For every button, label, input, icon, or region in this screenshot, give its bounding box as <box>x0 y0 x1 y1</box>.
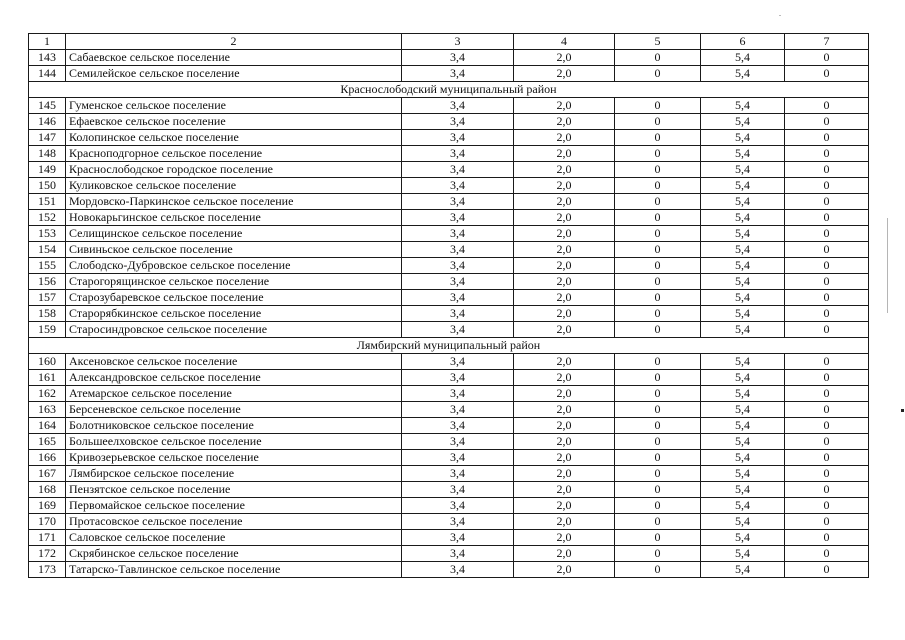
value-col-5: 0 <box>615 354 701 370</box>
value-col-7: 0 <box>785 498 869 514</box>
value-col-7: 0 <box>785 306 869 322</box>
value-col-7: 0 <box>785 530 869 546</box>
table-row <box>29 130 869 146</box>
row-number: 147 <box>29 130 66 146</box>
value-col-6: 5,4 <box>701 562 785 578</box>
value-col-3: 3,4 <box>402 290 514 306</box>
value-col-3: 3,4 <box>402 114 514 130</box>
row-number: 154 <box>29 242 66 258</box>
table-row <box>29 194 869 210</box>
value-col-5: 0 <box>615 514 701 530</box>
value-col-6: 5,4 <box>701 498 785 514</box>
value-col-6: 5,4 <box>701 434 785 450</box>
table-row <box>29 466 869 482</box>
table-row <box>29 274 869 290</box>
value-col-6: 5,4 <box>701 130 785 146</box>
value-col-3: 3,4 <box>402 258 514 274</box>
district-title: Лямбирский муниципальный район <box>29 338 869 354</box>
value-col-3: 3,4 <box>402 162 514 178</box>
value-col-3: 3,4 <box>402 50 514 66</box>
value-col-3: 3,4 <box>402 178 514 194</box>
value-col-5: 0 <box>615 98 701 114</box>
row-number: 152 <box>29 210 66 226</box>
settlement-name: Протасовское сельское поселение <box>66 514 402 530</box>
header-cell: 6 <box>701 34 785 50</box>
header-cell: 2 <box>66 34 402 50</box>
row-number: 149 <box>29 162 66 178</box>
value-col-3: 3,4 <box>402 418 514 434</box>
table-row <box>29 482 869 498</box>
table-row <box>29 530 869 546</box>
settlement-name: Сабаевское сельское поселение <box>66 50 402 66</box>
row-number: 159 <box>29 322 66 338</box>
value-col-5: 0 <box>615 306 701 322</box>
value-col-3: 3,4 <box>402 450 514 466</box>
value-col-7: 0 <box>785 434 869 450</box>
value-col-4: 2,0 <box>514 178 615 194</box>
value-col-4: 2,0 <box>514 50 615 66</box>
value-col-3: 3,4 <box>402 146 514 162</box>
table-row <box>29 434 869 450</box>
row-number: 160 <box>29 354 66 370</box>
settlement-name: Татарско-Тавлинское сельское поселение <box>66 562 402 578</box>
value-col-7: 0 <box>785 466 869 482</box>
value-col-4: 2,0 <box>514 482 615 498</box>
row-number: 144 <box>29 66 66 82</box>
value-col-3: 3,4 <box>402 306 514 322</box>
table-row <box>29 258 869 274</box>
settlement-name: Слободско-Дубровское сельское поселение <box>66 258 402 274</box>
value-col-7: 0 <box>785 386 869 402</box>
value-col-4: 2,0 <box>514 386 615 402</box>
value-col-3: 3,4 <box>402 386 514 402</box>
table-row <box>29 114 869 130</box>
value-col-4: 2,0 <box>514 466 615 482</box>
value-col-4: 2,0 <box>514 546 615 562</box>
value-col-7: 0 <box>785 258 869 274</box>
value-col-5: 0 <box>615 482 701 498</box>
value-col-5: 0 <box>615 274 701 290</box>
value-col-6: 5,4 <box>701 354 785 370</box>
table-row <box>29 514 869 530</box>
value-col-4: 2,0 <box>514 242 615 258</box>
value-col-7: 0 <box>785 546 869 562</box>
value-col-3: 3,4 <box>402 482 514 498</box>
value-col-3: 3,4 <box>402 98 514 114</box>
table-row <box>29 178 869 194</box>
settlement-name: Краснослободское городское поселение <box>66 162 402 178</box>
value-col-3: 3,4 <box>402 466 514 482</box>
value-col-5: 0 <box>615 242 701 258</box>
settlement-name: Семилейское сельское поселение <box>66 66 402 82</box>
settlement-name: Новокарьгинское сельское поселение <box>66 210 402 226</box>
value-col-4: 2,0 <box>514 226 615 242</box>
row-number: 146 <box>29 114 66 130</box>
value-col-6: 5,4 <box>701 274 785 290</box>
row-number: 168 <box>29 482 66 498</box>
settlement-name: Куликовское сельское поселение <box>66 178 402 194</box>
value-col-4: 2,0 <box>514 194 615 210</box>
row-number: 155 <box>29 258 66 274</box>
value-col-6: 5,4 <box>701 466 785 482</box>
value-col-5: 0 <box>615 290 701 306</box>
row-number: 165 <box>29 434 66 450</box>
table-body <box>29 50 869 578</box>
row-number: 143 <box>29 50 66 66</box>
value-col-4: 2,0 <box>514 514 615 530</box>
value-col-6: 5,4 <box>701 530 785 546</box>
settlement-name: Скрябинское сельское поселение <box>66 546 402 562</box>
value-col-4: 2,0 <box>514 530 615 546</box>
row-number: 164 <box>29 418 66 434</box>
value-col-6: 5,4 <box>701 370 785 386</box>
value-col-3: 3,4 <box>402 242 514 258</box>
value-col-3: 3,4 <box>402 354 514 370</box>
settlements-table <box>28 33 869 578</box>
table-row <box>29 402 869 418</box>
district-header-row <box>29 82 869 98</box>
value-col-3: 3,4 <box>402 194 514 210</box>
value-col-4: 2,0 <box>514 370 615 386</box>
value-col-5: 0 <box>615 418 701 434</box>
table-row <box>29 546 869 562</box>
value-col-5: 0 <box>615 434 701 450</box>
value-col-4: 2,0 <box>514 434 615 450</box>
value-col-6: 5,4 <box>701 546 785 562</box>
value-col-6: 5,4 <box>701 418 785 434</box>
value-col-4: 2,0 <box>514 354 615 370</box>
row-number: 145 <box>29 98 66 114</box>
row-number: 167 <box>29 466 66 482</box>
table-row <box>29 242 869 258</box>
value-col-5: 0 <box>615 386 701 402</box>
settlement-name: Колопинское сельское поселение <box>66 130 402 146</box>
value-col-6: 5,4 <box>701 258 785 274</box>
value-col-6: 5,4 <box>701 290 785 306</box>
district-title: Краснослободский муниципальный район <box>29 82 869 98</box>
value-col-7: 0 <box>785 66 869 82</box>
value-col-6: 5,4 <box>701 162 785 178</box>
table-header-row <box>29 34 869 50</box>
value-col-5: 0 <box>615 370 701 386</box>
table-row <box>29 322 869 338</box>
value-col-5: 0 <box>615 210 701 226</box>
value-col-6: 5,4 <box>701 482 785 498</box>
value-col-7: 0 <box>785 130 869 146</box>
value-col-5: 0 <box>615 114 701 130</box>
value-col-6: 5,4 <box>701 178 785 194</box>
value-col-7: 0 <box>785 514 869 530</box>
row-number: 172 <box>29 546 66 562</box>
value-col-4: 2,0 <box>514 498 615 514</box>
value-col-4: 2,0 <box>514 258 615 274</box>
value-col-4: 2,0 <box>514 562 615 578</box>
table-row <box>29 418 869 434</box>
row-number: 170 <box>29 514 66 530</box>
settlement-name: Старосиндровское сельское поселение <box>66 322 402 338</box>
value-col-4: 2,0 <box>514 450 615 466</box>
table-row <box>29 210 869 226</box>
value-col-3: 3,4 <box>402 274 514 290</box>
value-col-5: 0 <box>615 226 701 242</box>
value-col-6: 5,4 <box>701 226 785 242</box>
value-col-7: 0 <box>785 322 869 338</box>
value-col-5: 0 <box>615 322 701 338</box>
value-col-5: 0 <box>615 562 701 578</box>
value-col-6: 5,4 <box>701 50 785 66</box>
value-col-7: 0 <box>785 274 869 290</box>
table-row <box>29 66 869 82</box>
row-number: 162 <box>29 386 66 402</box>
settlement-name: Саловское сельское поселение <box>66 530 402 546</box>
value-col-7: 0 <box>785 354 869 370</box>
value-col-7: 0 <box>785 162 869 178</box>
value-col-4: 2,0 <box>514 162 615 178</box>
value-col-6: 5,4 <box>701 514 785 530</box>
value-col-4: 2,0 <box>514 66 615 82</box>
value-col-4: 2,0 <box>514 306 615 322</box>
value-col-3: 3,4 <box>402 546 514 562</box>
value-col-7: 0 <box>785 242 869 258</box>
value-col-7: 0 <box>785 418 869 434</box>
table-row <box>29 146 869 162</box>
scan-edge-line <box>887 218 888 313</box>
value-col-3: 3,4 <box>402 402 514 418</box>
value-col-5: 0 <box>615 130 701 146</box>
value-col-4: 2,0 <box>514 210 615 226</box>
value-col-6: 5,4 <box>701 242 785 258</box>
scan-speck <box>779 15 781 16</box>
value-col-7: 0 <box>785 482 869 498</box>
header-cell: 3 <box>402 34 514 50</box>
scan-dot <box>901 409 904 412</box>
value-col-5: 0 <box>615 530 701 546</box>
table-row <box>29 354 869 370</box>
header-cell: 4 <box>514 34 615 50</box>
value-col-6: 5,4 <box>701 114 785 130</box>
value-col-7: 0 <box>785 226 869 242</box>
value-col-5: 0 <box>615 194 701 210</box>
table-row <box>29 50 869 66</box>
table-row <box>29 306 869 322</box>
settlement-name: Большеелховское сельское поселение <box>66 434 402 450</box>
row-number: 148 <box>29 146 66 162</box>
row-number: 151 <box>29 194 66 210</box>
settlement-name: Берсеневское сельское поселение <box>66 402 402 418</box>
value-col-5: 0 <box>615 146 701 162</box>
value-col-5: 0 <box>615 498 701 514</box>
value-col-6: 5,4 <box>701 194 785 210</box>
value-col-4: 2,0 <box>514 402 615 418</box>
value-col-7: 0 <box>785 50 869 66</box>
value-col-7: 0 <box>785 114 869 130</box>
value-col-3: 3,4 <box>402 370 514 386</box>
value-col-4: 2,0 <box>514 130 615 146</box>
settlement-name: Гуменское сельское поселение <box>66 98 402 114</box>
value-col-6: 5,4 <box>701 66 785 82</box>
value-col-3: 3,4 <box>402 130 514 146</box>
value-col-6: 5,4 <box>701 210 785 226</box>
settlement-name: Селищинское сельское поселение <box>66 226 402 242</box>
value-col-5: 0 <box>615 178 701 194</box>
row-number: 173 <box>29 562 66 578</box>
value-col-7: 0 <box>785 290 869 306</box>
row-number: 153 <box>29 226 66 242</box>
value-col-6: 5,4 <box>701 306 785 322</box>
settlement-name: Красноподгорное сельское поселение <box>66 146 402 162</box>
value-col-5: 0 <box>615 66 701 82</box>
settlement-name: Старорябкинское сельское поселение <box>66 306 402 322</box>
row-number: 166 <box>29 450 66 466</box>
value-col-3: 3,4 <box>402 562 514 578</box>
value-col-3: 3,4 <box>402 434 514 450</box>
value-col-3: 3,4 <box>402 514 514 530</box>
table-row <box>29 386 869 402</box>
value-col-4: 2,0 <box>514 98 615 114</box>
value-col-4: 2,0 <box>514 322 615 338</box>
header-cell: 7 <box>785 34 869 50</box>
row-number: 161 <box>29 370 66 386</box>
value-col-3: 3,4 <box>402 498 514 514</box>
value-col-5: 0 <box>615 466 701 482</box>
value-col-4: 2,0 <box>514 146 615 162</box>
table-row <box>29 290 869 306</box>
value-col-5: 0 <box>615 162 701 178</box>
table-row <box>29 562 869 578</box>
row-number: 156 <box>29 274 66 290</box>
value-col-7: 0 <box>785 370 869 386</box>
settlement-name: Атемарское сельское поселение <box>66 386 402 402</box>
value-col-4: 2,0 <box>514 274 615 290</box>
table-row <box>29 98 869 114</box>
value-col-6: 5,4 <box>701 450 785 466</box>
value-col-7: 0 <box>785 194 869 210</box>
value-col-6: 5,4 <box>701 386 785 402</box>
table-row <box>29 498 869 514</box>
value-col-5: 0 <box>615 546 701 562</box>
row-number: 163 <box>29 402 66 418</box>
row-number: 169 <box>29 498 66 514</box>
value-col-3: 3,4 <box>402 210 514 226</box>
settlement-name: Ефаевское сельское поселение <box>66 114 402 130</box>
value-col-5: 0 <box>615 50 701 66</box>
value-col-3: 3,4 <box>402 322 514 338</box>
settlement-name: Сивиньское сельское поселение <box>66 242 402 258</box>
row-number: 157 <box>29 290 66 306</box>
settlement-name: Первомайское сельское поселение <box>66 498 402 514</box>
header-cell: 1 <box>29 34 66 50</box>
value-col-6: 5,4 <box>701 98 785 114</box>
value-col-5: 0 <box>615 450 701 466</box>
value-col-6: 5,4 <box>701 146 785 162</box>
settlement-name: Мордовско-Паркинское сельское поселение <box>66 194 402 210</box>
value-col-3: 3,4 <box>402 226 514 242</box>
settlement-name: Лямбирское сельское поселение <box>66 466 402 482</box>
value-col-6: 5,4 <box>701 322 785 338</box>
value-col-7: 0 <box>785 146 869 162</box>
row-number: 171 <box>29 530 66 546</box>
row-number: 158 <box>29 306 66 322</box>
value-col-5: 0 <box>615 402 701 418</box>
value-col-3: 3,4 <box>402 530 514 546</box>
row-number: 150 <box>29 178 66 194</box>
table-row <box>29 162 869 178</box>
value-col-7: 0 <box>785 562 869 578</box>
district-header-row <box>29 338 869 354</box>
value-col-7: 0 <box>785 450 869 466</box>
value-col-4: 2,0 <box>514 418 615 434</box>
header-cell: 5 <box>615 34 701 50</box>
value-col-4: 2,0 <box>514 114 615 130</box>
value-col-3: 3,4 <box>402 66 514 82</box>
settlement-name: Аксеновское сельское поселение <box>66 354 402 370</box>
settlement-name: Александровское сельское поселение <box>66 370 402 386</box>
settlement-name: Старозубаревское сельское поселение <box>66 290 402 306</box>
value-col-7: 0 <box>785 210 869 226</box>
table-row <box>29 370 869 386</box>
value-col-5: 0 <box>615 258 701 274</box>
settlement-name: Болотниковское сельское поселение <box>66 418 402 434</box>
value-col-4: 2,0 <box>514 290 615 306</box>
value-col-6: 5,4 <box>701 402 785 418</box>
table-row <box>29 450 869 466</box>
settlement-name: Кривозерьевское сельское поселение <box>66 450 402 466</box>
table-row <box>29 226 869 242</box>
value-col-7: 0 <box>785 98 869 114</box>
settlement-name: Старогорящинское сельское поселение <box>66 274 402 290</box>
value-col-7: 0 <box>785 178 869 194</box>
settlement-name: Пензятское сельское поселение <box>66 482 402 498</box>
value-col-7: 0 <box>785 402 869 418</box>
